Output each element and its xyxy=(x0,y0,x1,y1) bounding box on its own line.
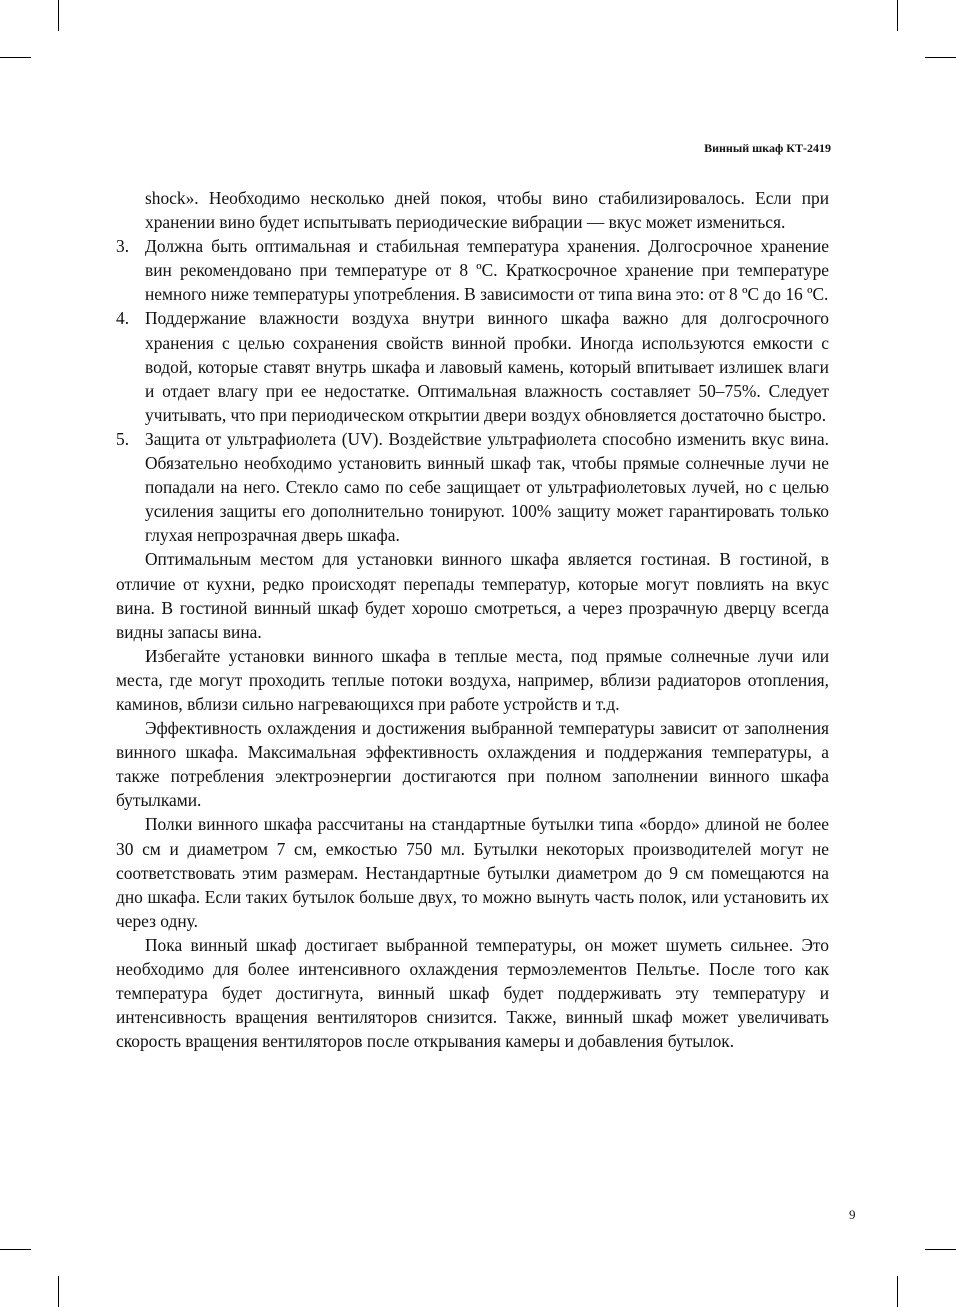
list-item-number: 5. xyxy=(116,428,130,449)
crop-mark-top-left xyxy=(0,57,31,58)
page-body xyxy=(116,186,829,1053)
paragraph: Полки винного шкафа рассчитаны на стандартные бутылки типа «бордо» длиной не более 30 см и диаметром 7 см, емкостью 750 мл. Бутылки некоторых производителей могут не соответствовать этим размерам. Нестандартные бутылки диаметром до 9 см помещаются на дно шкафа. Если таких бутылок больше двух, то можно вынуть часть полок, или установить их через одну. xyxy=(116,814,829,931)
crop-mark-top-right xyxy=(897,0,898,31)
list-item xyxy=(116,427,829,547)
page-number: 9 xyxy=(849,1207,856,1222)
paragraph: Эффективность охлаждения и достижения выбранной температуры зависит от заполнения винного шкафа. Максимальная эффективность охлаждения и поддержания температуры, а также потребления электроэнергии достигаются при полном заполнении винного шкафа бутылками. xyxy=(116,718,829,811)
paragraph: Избегайте установки винного шкафа в теплые места, под прямые солнечные лучи или места, где могут проходить теплые потоки воздуха, например, вблизи радиаторов отопления, каминов, вблизи сильно нагревающихся при работе устройств и т.д. xyxy=(116,645,829,714)
list-item xyxy=(116,306,829,426)
crop-mark-bottom-left xyxy=(0,1249,31,1250)
crop-mark-top-right xyxy=(925,57,956,58)
paragraph: Пока винный шкаф достигает выбранной температуры, он может шуметь сильнее. Это необходимо для более интенсивного охлаждения термоэлементов Пельтье. После того как температура будет достигнута, винный шкаф будет поддерживать эту температуру и интенсивность вращения вентиляторов снизится. Также, винный шкаф может увеличивать скорость вращения вентиляторов после открывания камеры и добавления бутылок. xyxy=(116,934,829,1052)
list-item-number: 3. xyxy=(116,236,130,257)
paragraph: Оптимальным местом для установки винного шкафа является гостиная. В гостиной, в отличие от кухни, редко происходят перепады температур, которые могут повлиять на вкус вина. В гостиной винный шкаф будет хорошо смотреться, а через прозрачную дверцу всегда видны запасы вина. xyxy=(116,549,829,642)
list-item-text: Поддержание влажности воздуха внутри винного шкафа важно для долгосрочного хранения с целью сохранения свойств винной пробки. Иногда используются емкости с водой, которые ставят внутрь шкафа и лавовый камень, который впитывает излишек влаги и отдает влагу при ее недостатке. Оптимальная влажность составляет 50–75%. Следует учитывать, что при периодическом открытии двери воздух обновляется достаточно быстро. xyxy=(145,308,829,425)
crop-mark-bottom-right xyxy=(897,1276,898,1307)
list-item-text: Защита от ультрафиолета (UV). Воздействие ультрафиолета способно изменить вкус вина. Обязательно необходимо установить винный шкаф так, чтобы прямые солнечные лучи не попадали на него. Стекло само по себе защищает от ультрафиолетовых лучей, но с целью усиления защиты его дополнительно тонируют. 100% защиту может гарантировать только глухая непрозрачная дверь шкафа. xyxy=(145,428,829,546)
running-header: Винный шкаф КТ-2419 xyxy=(704,141,831,155)
crop-mark-bottom-right xyxy=(925,1249,956,1250)
list-item-continuation: shock». Необходимо несколько дней покоя, чтобы вино стабилизировалось. Если при хранении вино будет испытывать периодические вибрации — вкус может измениться. xyxy=(145,188,829,233)
list-item xyxy=(116,234,829,306)
list-item-text: Должна быть оптимальная и стабильная температура хранения. Долгосрочное хранение вин рекомендовано при температуре от 8 ºС. Краткосрочное хранение при температуре немного ниже температуры употребления. В зависимости от типа вина это: от 8 ºС до 16 ºС. xyxy=(145,236,829,305)
crop-mark-bottom-left xyxy=(58,1276,59,1307)
crop-mark-top-left xyxy=(58,0,59,31)
list-item-number: 4. xyxy=(116,308,130,329)
